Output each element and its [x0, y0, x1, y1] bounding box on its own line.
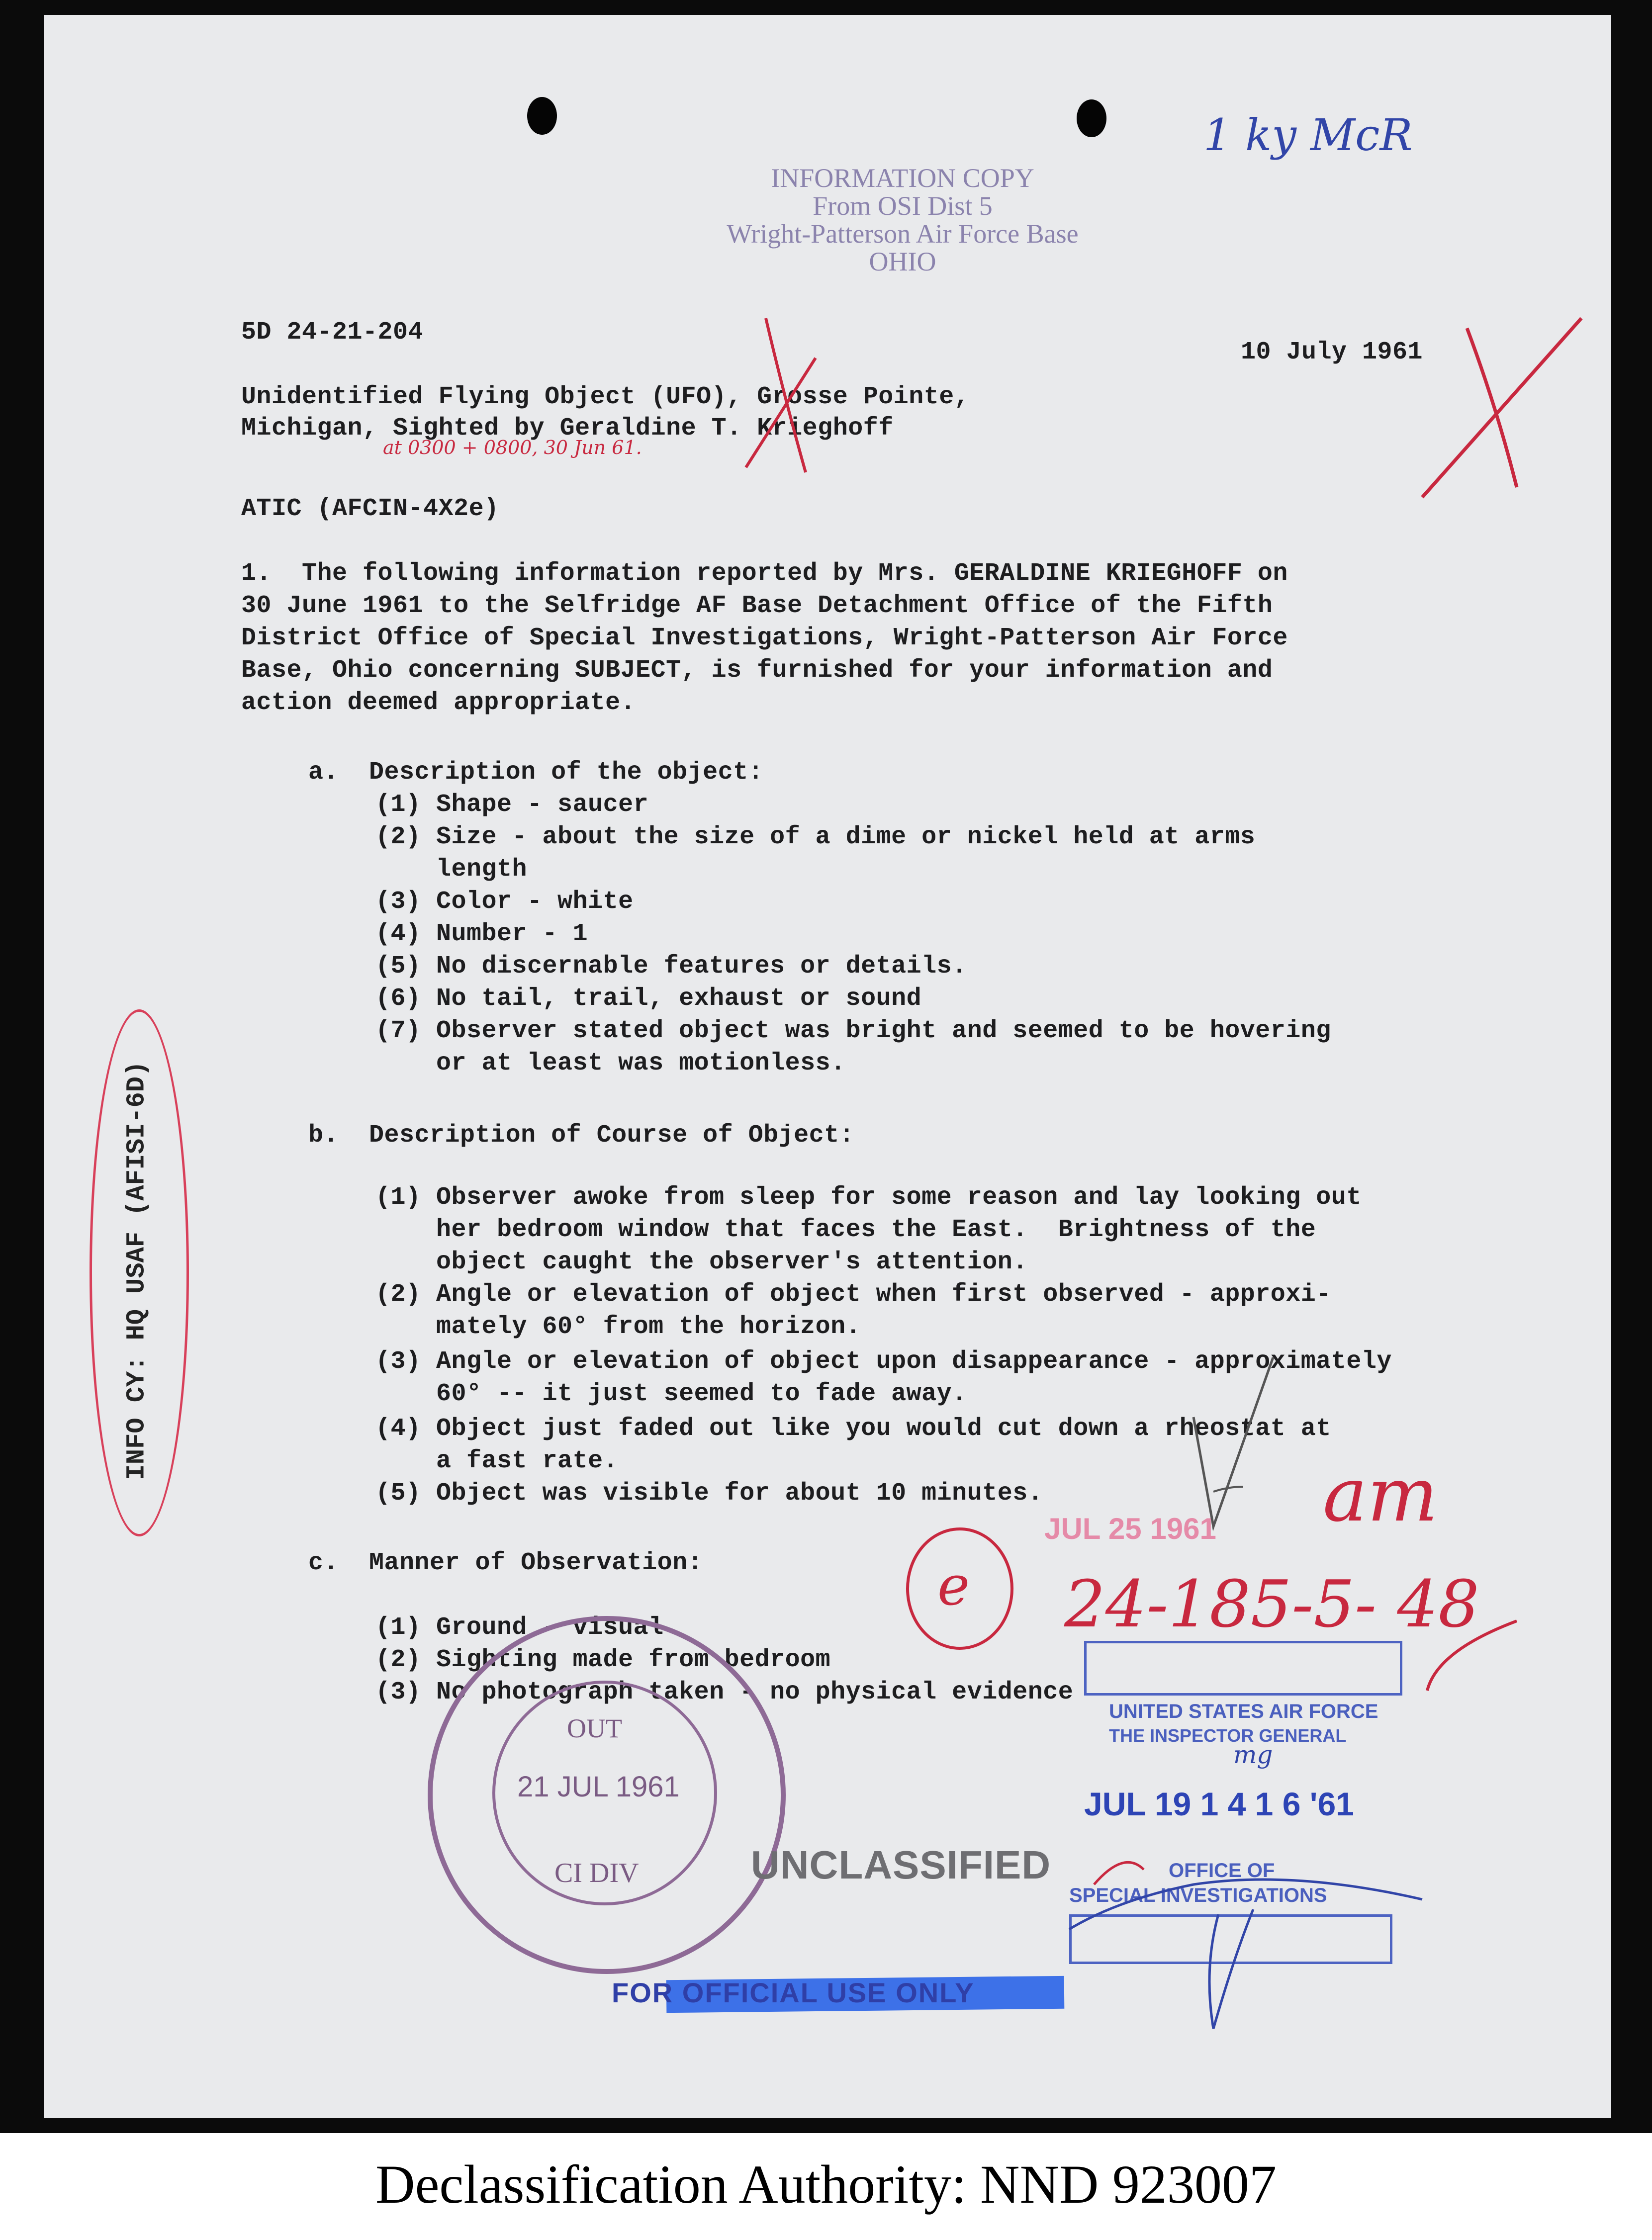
list-item: (1) Shape - saucer — [375, 791, 649, 819]
list-item: (1) Observer awoke from sleep for some reason and lay looking out — [375, 1183, 1362, 1212]
list-item: (4) Number - 1 — [375, 920, 588, 948]
section-heading: a. Description of the object: — [308, 758, 764, 787]
handwritten-file-number: 24-185-5- 48 — [1064, 1566, 1479, 1642]
paragraph-line: 1. The following information reported by Mrs. GERALDINE KRIEGHOFF on — [241, 559, 1288, 588]
list-item: (2) Angle or elevation of object when first observed - approxi- — [375, 1280, 1331, 1309]
paragraph-line: Base, Ohio concerning SUBJECT, is furnished for your information and — [241, 656, 1273, 685]
blue-signature — [1069, 1880, 1422, 1929]
list-item: (3) Color - white — [375, 888, 634, 916]
stamp-line: INFORMATION COPY — [771, 163, 1034, 193]
paragraph-line: District Office of Special Investigations, Wright-Patterson Air Force — [241, 624, 1288, 652]
list-item: (5) Object was visible for about 10 minutes. — [375, 1479, 1043, 1508]
stamp-line: OHIO — [869, 247, 936, 276]
subject-line: Unidentified Flying Object (UFO), Grosse Pointe, — [241, 383, 970, 411]
handwritten-initials: 1 ky McR — [1203, 109, 1413, 161]
list-item: (1) Ground - visual — [375, 1613, 664, 1642]
list-item: or at least was motionless. — [375, 1049, 846, 1077]
stamp-line: From OSI Dist 5 — [813, 191, 993, 221]
list-item: (4) Object just faded out like you would cut down a rheostat at — [375, 1415, 1331, 1443]
handwritten-mg: mg — [1233, 1740, 1273, 1769]
red-pen-stroke — [1427, 1621, 1517, 1691]
list-item: (3) Angle or elevation of object upon disappearance - approximately — [375, 1347, 1392, 1376]
list-item: (3) No photograph taken - no physical evidence — [375, 1678, 1074, 1706]
file-number: 5D 24-21-204 — [241, 318, 424, 347]
received-date-stamp: JUL 25 1961 — [1044, 1512, 1216, 1545]
list-item: (5) No discernable features or details. — [375, 952, 967, 981]
paragraph-line: 30 June 1961 to the Selfridge AF Base Detachment Office of the Fifth — [241, 592, 1273, 620]
subject-line: Michigan, Sighted by Geraldine T. Krieghoff — [241, 414, 894, 443]
handwritten-initials-am: am — [1323, 1452, 1438, 1538]
list-item: (7) Observer stated object was bright and seemed to be hovering — [375, 1017, 1331, 1045]
out-stamp-division: CI DIV — [554, 1858, 639, 1888]
usaf-stamp-line: THE INSPECTOR GENERAL — [1109, 1725, 1347, 1746]
list-item: object caught the observer's attention. — [375, 1248, 1028, 1276]
fouo-stamp: FOR OFFICIAL USE ONLY — [612, 1977, 975, 2008]
out-stamp-label: OUT — [567, 1713, 622, 1743]
out-stamp-date: 21 JUL 1961 — [517, 1771, 680, 1803]
list-item: (6) No tail, trail, exhaust or sound — [375, 985, 922, 1013]
document-date: 10 July 1961 — [1241, 338, 1423, 366]
red-x-mark — [1422, 318, 1581, 497]
paragraph-line: action deemed appropriate. — [241, 689, 636, 717]
circled-letter: e — [937, 1554, 970, 1617]
info-copy-stamp-text: INFO CY: HQ USAF (AFISI-6D) — [122, 1061, 152, 1480]
usaf-stamp-line: UNITED STATES AIR FORCE — [1109, 1701, 1378, 1722]
osi-stamp-line: SPECIAL INVESTIGATIONS — [1069, 1884, 1327, 1906]
list-item: length — [375, 855, 528, 884]
list-item: mately 60° from the horizon. — [375, 1313, 861, 1341]
list-item: a fast rate. — [375, 1447, 619, 1475]
unclassified-stamp: UNCLASSIFIED — [751, 1843, 1051, 1887]
section-heading: c. Manner of Observation: — [308, 1549, 703, 1577]
red-x-mark — [1467, 328, 1517, 487]
red-strike-mark — [766, 318, 806, 472]
declassification-caption: Declassification Authority: NND 923007 — [375, 2154, 1277, 2215]
list-item: (2) Sighting made from bedroom — [375, 1646, 831, 1674]
list-item: her bedroom window that faces the East. Brightness of the — [375, 1216, 1316, 1244]
osi-stamp-line: OFFICE OF — [1169, 1860, 1275, 1882]
list-item: 60° -- it just seemed to fade away. — [375, 1380, 967, 1408]
addressee: ATIC (AFCIN-4X2e) — [241, 495, 499, 523]
usaf-stamp-date: JUL 19 1 4 1 6 '61 — [1084, 1786, 1354, 1822]
stamp-line: Wright-Patterson Air Force Base — [727, 219, 1079, 249]
red-initial — [1094, 1862, 1144, 1884]
section-heading: b. Description of Course of Object: — [308, 1121, 855, 1150]
handwritten-time-note: at 0300 + 0800, 30 Jun 61. — [383, 437, 642, 458]
red-circle — [908, 1529, 1012, 1648]
list-item: (2) Size - about the size of a dime or nickel held at arms — [375, 823, 1256, 851]
check-mark — [1213, 1487, 1243, 1492]
check-mark — [1193, 1357, 1273, 1526]
blue-signature — [1209, 1909, 1253, 2029]
